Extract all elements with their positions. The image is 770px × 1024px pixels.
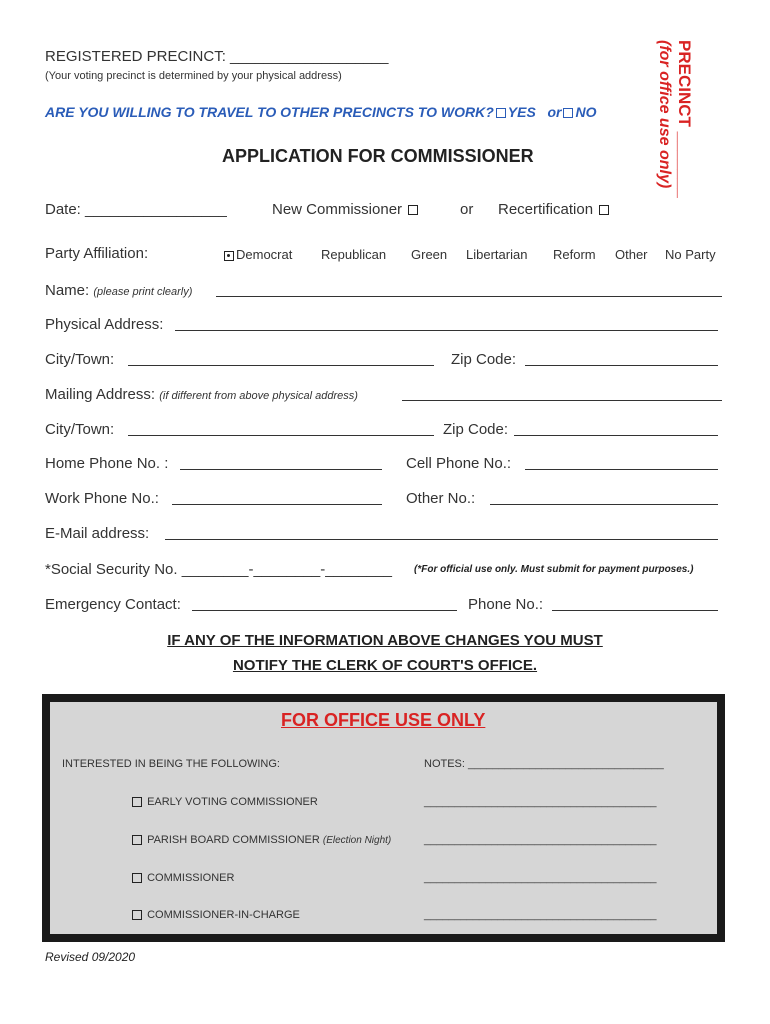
- recertification-label: Recertification: [498, 201, 594, 218]
- cell-phone-label: Cell Phone No.:: [406, 455, 512, 472]
- mailing-hint: (if different from above physical address): [159, 390, 358, 402]
- home-phone-input[interactable]: [180, 457, 382, 470]
- notes-line-4[interactable]: ______________________________________: [424, 909, 657, 921]
- parish-board-suffix: (Election Night): [322, 835, 392, 846]
- or-label: or: [547, 104, 562, 120]
- mailing-zip-label: Zip Code:: [443, 421, 509, 438]
- notes-line-3[interactable]: ______________________________________: [424, 872, 657, 884]
- page-title: APPLICATION FOR COMMISSIONER: [222, 146, 534, 166]
- notice-line-2: NOTIFY THE CLERK OF COURT'S OFFICE.: [232, 657, 538, 674]
- zip-code-input[interactable]: [525, 353, 718, 366]
- new-commissioner-checkbox[interactable]: [408, 205, 418, 215]
- party-label: Party Affiliation:: [45, 245, 149, 262]
- email-label: E-Mail address:: [45, 525, 150, 542]
- yes-label: YES: [507, 104, 536, 120]
- side-precinct-note: (for office use only): [656, 40, 673, 189]
- new-commissioner-option: [272, 201, 420, 218]
- ssn-field[interactable]: *Social Security No. ________-________-________: [45, 561, 392, 578]
- parish-board-checkbox[interactable]: [132, 835, 142, 845]
- early-voting-checkbox[interactable]: [132, 797, 142, 807]
- parish-board-label: PARISH BOARD COMMISSIONER: [147, 834, 320, 846]
- no-label: NO: [575, 104, 597, 120]
- name-input[interactable]: [216, 284, 722, 297]
- emergency-contact-input[interactable]: [192, 598, 457, 611]
- mailing-row: [45, 386, 358, 403]
- option-parish-board[interactable]: [130, 834, 391, 846]
- commissioner-label: COMMISSIONER: [147, 872, 235, 884]
- other-no-input[interactable]: [490, 492, 718, 505]
- new-commissioner-label: New Commissioner: [272, 201, 403, 218]
- date-field[interactable]: Date: _________________: [45, 201, 227, 218]
- cell-phone-input[interactable]: [525, 457, 718, 470]
- mailing-city-input[interactable]: [128, 423, 434, 436]
- or-label-2: or: [460, 201, 474, 218]
- zip-code-label: Zip Code:: [451, 351, 517, 368]
- work-phone-input[interactable]: [172, 492, 382, 505]
- city-town-input[interactable]: [128, 353, 434, 366]
- party-option-republican[interactable]: Republican: [321, 247, 387, 262]
- recertification-checkbox[interactable]: [599, 205, 609, 215]
- commissioner-checkbox[interactable]: [132, 873, 142, 883]
- home-phone-label: Home Phone No. :: [45, 455, 169, 472]
- interested-label: INTERESTED IN BEING THE FOLLOWING:: [62, 758, 280, 770]
- registered-precinct-label[interactable]: REGISTERED PRECINCT: ___________________: [45, 48, 389, 65]
- party-democrat[interactable]: [222, 247, 292, 262]
- emergency-contact-label: Emergency Contact:: [45, 596, 181, 613]
- mailing-address-input[interactable]: [402, 388, 722, 401]
- commissioner-in-charge-label: COMMISSIONER-IN-CHARGE: [147, 909, 300, 921]
- name-hint: (please print clearly): [93, 286, 193, 298]
- office-use-panel: [50, 702, 717, 934]
- option-early-voting[interactable]: [130, 796, 318, 808]
- democrat-checkbox[interactable]: [224, 251, 234, 261]
- name-row: [45, 282, 192, 299]
- recertification-option: [498, 201, 611, 218]
- no-checkbox[interactable]: [563, 108, 573, 118]
- name-label: Name:: [45, 282, 90, 299]
- party-option-reform[interactable]: Reform: [553, 247, 596, 262]
- yes-checkbox[interactable]: [496, 108, 506, 118]
- notice-line-1: IF ANY OF THE INFORMATION ABOVE CHANGES YOU MUST: [167, 632, 603, 649]
- physical-address-input[interactable]: [175, 318, 718, 331]
- party-option-green[interactable]: Green: [411, 247, 448, 262]
- work-phone-label: Work Phone No.:: [45, 490, 159, 507]
- commissioner-in-charge-checkbox[interactable]: [132, 910, 142, 920]
- party-option-no-party[interactable]: No Party: [665, 247, 716, 262]
- registered-precinct-note: (Your voting precinct is determined by your physical address): [45, 70, 342, 82]
- office-use-box: [42, 694, 725, 942]
- option-commissioner-in-charge[interactable]: [130, 909, 300, 921]
- early-voting-label: EARLY VOTING COMMISSIONER: [147, 796, 318, 808]
- side-precinct-label: PRECINCT _______: [675, 40, 694, 198]
- travel-question-text: ARE YOU WILLING TO TRAVEL TO OTHER PRECINCTS TO WORK?: [45, 104, 494, 120]
- email-input[interactable]: [165, 527, 718, 540]
- physical-address-label: Physical Address:: [45, 316, 164, 333]
- party-option-other[interactable]: Other: [615, 247, 648, 262]
- office-heading: FOR OFFICE USE ONLY: [281, 710, 486, 730]
- ssn-note: (*For official use only. Must submit for payment purposes.): [414, 564, 694, 575]
- mailing-city-label: City/Town:: [45, 421, 115, 438]
- phone-no-input[interactable]: [552, 598, 718, 611]
- revised-date: Revised 09/2020: [45, 950, 136, 964]
- travel-question: [45, 104, 596, 120]
- mailing-zip-input[interactable]: [514, 423, 718, 436]
- party-option-democrat: Democrat: [236, 247, 293, 262]
- party-option-libertarian[interactable]: Libertarian: [466, 247, 528, 262]
- mailing-address-label: Mailing Address:: [45, 386, 156, 403]
- office-precinct-side: [654, 40, 694, 230]
- notes-line-1[interactable]: ______________________________________: [424, 796, 657, 808]
- notes-field[interactable]: NOTES: ________________________________: [424, 758, 664, 770]
- other-no-label: Other No.:: [406, 490, 476, 507]
- notes-line-2[interactable]: ______________________________________: [424, 834, 657, 846]
- city-town-label: City/Town:: [45, 351, 115, 368]
- option-commissioner[interactable]: [130, 872, 234, 884]
- phone-no-label: Phone No.:: [468, 596, 544, 613]
